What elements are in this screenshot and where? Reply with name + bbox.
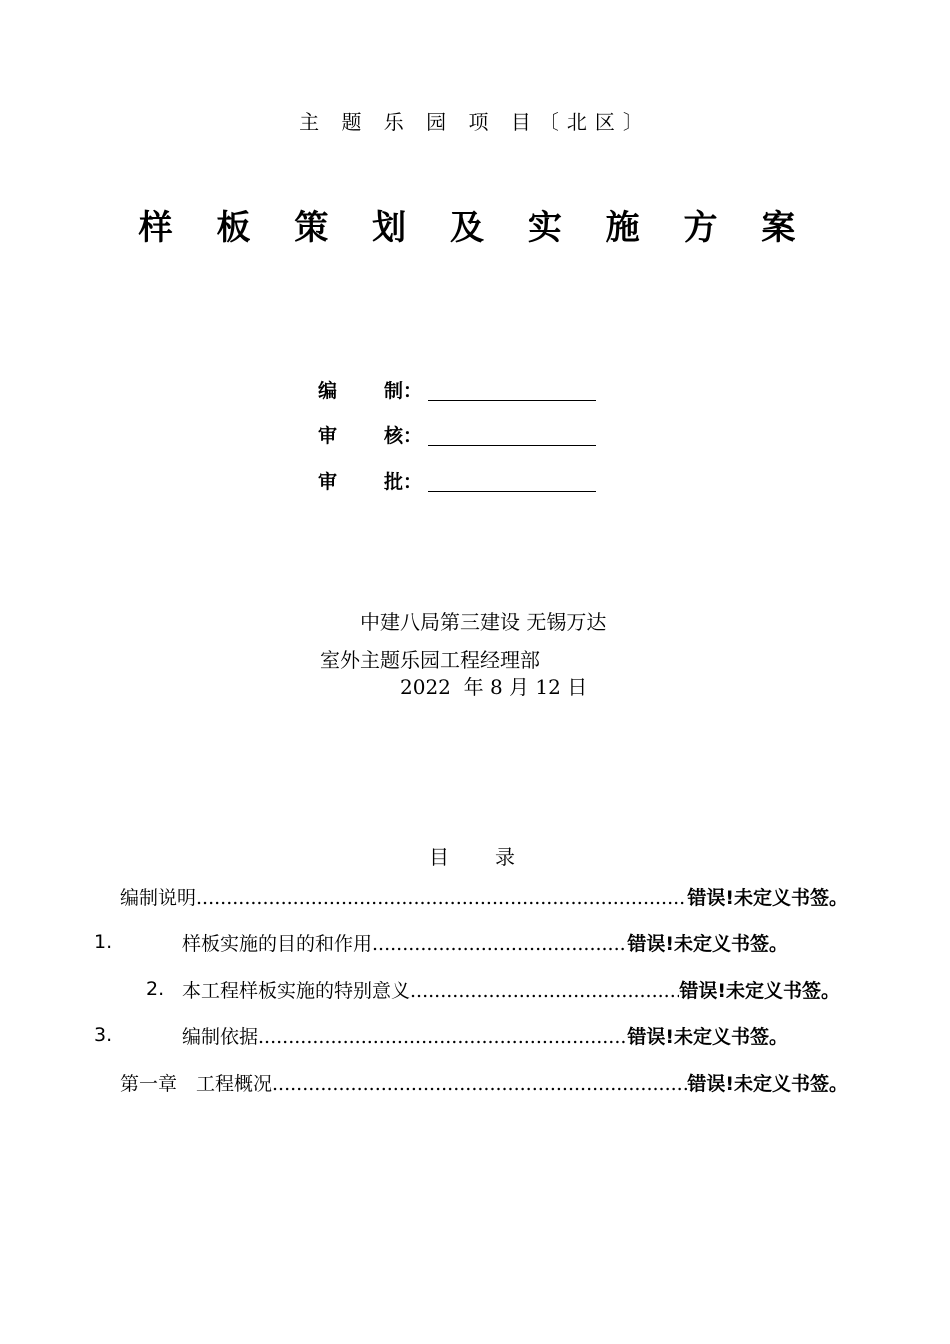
signoff-reviewed-line <box>428 445 596 446</box>
toc-page-ref: 错误!未定义书签。 <box>687 887 848 909</box>
toc-entry-text: 本工程样板实施的特别意义 <box>182 980 411 1002</box>
toc-entry[interactable] <box>120 883 848 913</box>
project-title: 主 题 乐 园 项 目〔北区〕 <box>299 110 651 134</box>
issue-date: 2022 年 8 月 12 日 <box>400 675 588 699</box>
toc-page-ref: 错误!未定义书签。 <box>687 1073 848 1095</box>
toc-entry[interactable] <box>120 1069 848 1099</box>
toc-page-ref: 错误!未定义书签。 <box>627 1026 788 1048</box>
document-title: 样 板 策 划 及 实 施 方 案 <box>138 208 812 248</box>
toc-entry[interactable] <box>182 929 788 959</box>
toc-leader-dots <box>372 933 627 955</box>
toc-page-ref: 错误!未定义书签。 <box>627 933 788 955</box>
toc-entry-text: 编制说明 <box>120 887 197 909</box>
signoff-label: 编 制： <box>318 380 423 402</box>
signoff-label: 审 核： <box>318 425 423 447</box>
toc-leader-dots <box>196 887 687 909</box>
toc-entry-number: 3. <box>94 1024 113 1046</box>
toc-entry-number: 2. <box>146 978 165 1000</box>
toc-entry-number: 1. <box>94 931 113 953</box>
toc-entry[interactable] <box>182 976 840 1006</box>
toc-entry-text: 样板实施的目的和作用 <box>182 933 373 955</box>
toc-entry[interactable] <box>182 1022 788 1052</box>
signoff-compiled-line <box>428 400 596 401</box>
toc-entry-text: 第一章 工程概况 <box>120 1073 273 1095</box>
toc-title: 目录 <box>429 845 561 869</box>
toc-entry-text: 编制依据 <box>182 1026 259 1048</box>
org-line-1: 中建八局第三建设 无锡万达 <box>360 610 607 634</box>
org-line-2: 室外主题乐园工程经理部 <box>320 648 540 672</box>
toc-leader-dots <box>410 980 679 1002</box>
toc-leader-dots <box>258 1026 627 1048</box>
toc-leader-dots <box>272 1073 687 1095</box>
toc-page-ref: 错误!未定义书签。 <box>679 980 840 1002</box>
signoff-label: 审 批： <box>318 471 423 493</box>
signoff-approved-line <box>428 491 596 492</box>
